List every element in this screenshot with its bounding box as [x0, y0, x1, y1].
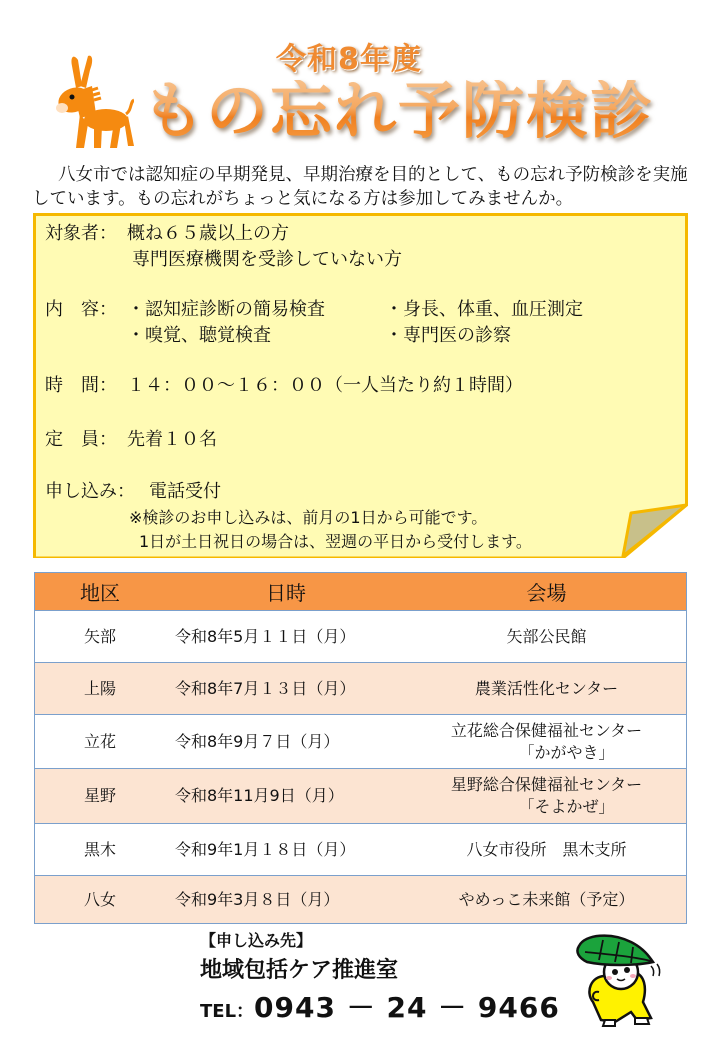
row-area: 黒木 — [35, 824, 166, 876]
page-title: もの忘れ予防検診 — [142, 74, 655, 147]
row-venue — [407, 769, 687, 824]
donkey-icon — [44, 52, 134, 152]
table-header-row — [35, 573, 687, 611]
row-date: 令和9年3月８日（月） — [165, 876, 407, 924]
content-label: 内 容： — [45, 299, 117, 320]
time-row — [45, 373, 523, 399]
row-area: 矢部 — [35, 611, 166, 663]
row-venue-line-2: 「そよかぜ」 — [518, 797, 615, 816]
row-venue: 農業活性化センター — [407, 663, 687, 715]
tel-number[interactable]: 0943 － 24 － 9466 — [254, 991, 560, 1024]
year-title: 令和8年度 — [276, 42, 422, 77]
tel-label: TEL： — [200, 1001, 255, 1022]
row-venue: 八女市役所 黒木支所 — [407, 824, 687, 876]
contact-label: 【申し込み先】 — [200, 931, 313, 950]
row-area: 星野 — [35, 769, 166, 824]
row-venue-line-1: 星野総合保健福祉センター — [450, 775, 643, 794]
table-row — [35, 611, 687, 663]
application-row — [45, 479, 221, 505]
content-item-3: ・嗅覚、聴覚検査 — [127, 325, 271, 346]
intro-text: 八女市では認知症の早期発見、早期治療を目的として、もの忘れ予防検診を実施しています。もの忘れがちょっと気になる方は参加してみませんか。 — [32, 165, 688, 209]
content-row-2 — [127, 323, 511, 349]
table-row — [35, 824, 687, 876]
leaf-mascot-icon — [575, 932, 675, 1032]
capacity-value: 先着１０名 — [127, 429, 217, 450]
row-date: 令和9年1月１８日（月） — [165, 824, 407, 876]
content-item-4: ・専門医の診察 — [385, 325, 511, 346]
table-row — [35, 876, 687, 924]
application-note-2: 1日が土日祝日の場合は、翌週の平日から受付します。 — [139, 532, 532, 551]
application-label: 申し込み： — [45, 481, 135, 502]
row-venue: 矢部公民館 — [407, 611, 687, 663]
header-date: 日時 — [165, 573, 407, 611]
row-area: 八女 — [35, 876, 166, 924]
schedule-table — [34, 572, 687, 924]
contact-block — [200, 928, 560, 1026]
table-row — [35, 663, 687, 715]
row-date: 令和8年9月７日（月） — [165, 715, 407, 769]
content-item-2: ・身長、体重、血圧測定 — [385, 299, 583, 320]
application-value: 電話受付 — [149, 481, 221, 502]
row-date: 令和8年11月9日（月） — [165, 769, 407, 824]
time-value: １４：００～１６：００（一人当たり約１時間） — [127, 375, 523, 396]
target-row — [45, 221, 289, 247]
contact-org: 地域包括ケア推進室 — [200, 958, 399, 983]
target-label: 対象者： — [45, 223, 117, 244]
row-area: 上陽 — [35, 663, 166, 715]
target-line-2: 専門医療機関を受診していない方 — [132, 249, 402, 270]
content-item-1: ・認知症診断の簡易検査 — [127, 299, 325, 320]
table-row — [35, 769, 687, 824]
row-venue-line-1: 立花総合保健福祉センター — [450, 720, 643, 740]
target-line-1: 概ね６５歳以上の方 — [127, 223, 289, 244]
time-label: 時 間： — [45, 375, 117, 396]
row-date: 令和8年5月１１日（月） — [165, 611, 407, 663]
row-date: 令和8年7月１３日（月） — [165, 663, 407, 715]
application-note-1: ※検診のお申し込みは、前月の1日から可能です。 — [129, 508, 488, 527]
row-venue-line-2: 「かがやき」 — [518, 742, 615, 762]
capacity-label: 定 員： — [45, 429, 117, 450]
contact-tel — [200, 986, 560, 1026]
row-area: 立花 — [35, 715, 166, 769]
content-row-1 — [45, 297, 583, 323]
header-venue: 会場 — [407, 573, 687, 611]
capacity-row — [45, 427, 217, 453]
table-row — [35, 715, 687, 769]
info-box — [33, 213, 688, 558]
header-area: 地区 — [35, 573, 166, 611]
row-venue: やめっこ未来館（予定） — [407, 876, 687, 924]
row-venue — [407, 715, 687, 769]
